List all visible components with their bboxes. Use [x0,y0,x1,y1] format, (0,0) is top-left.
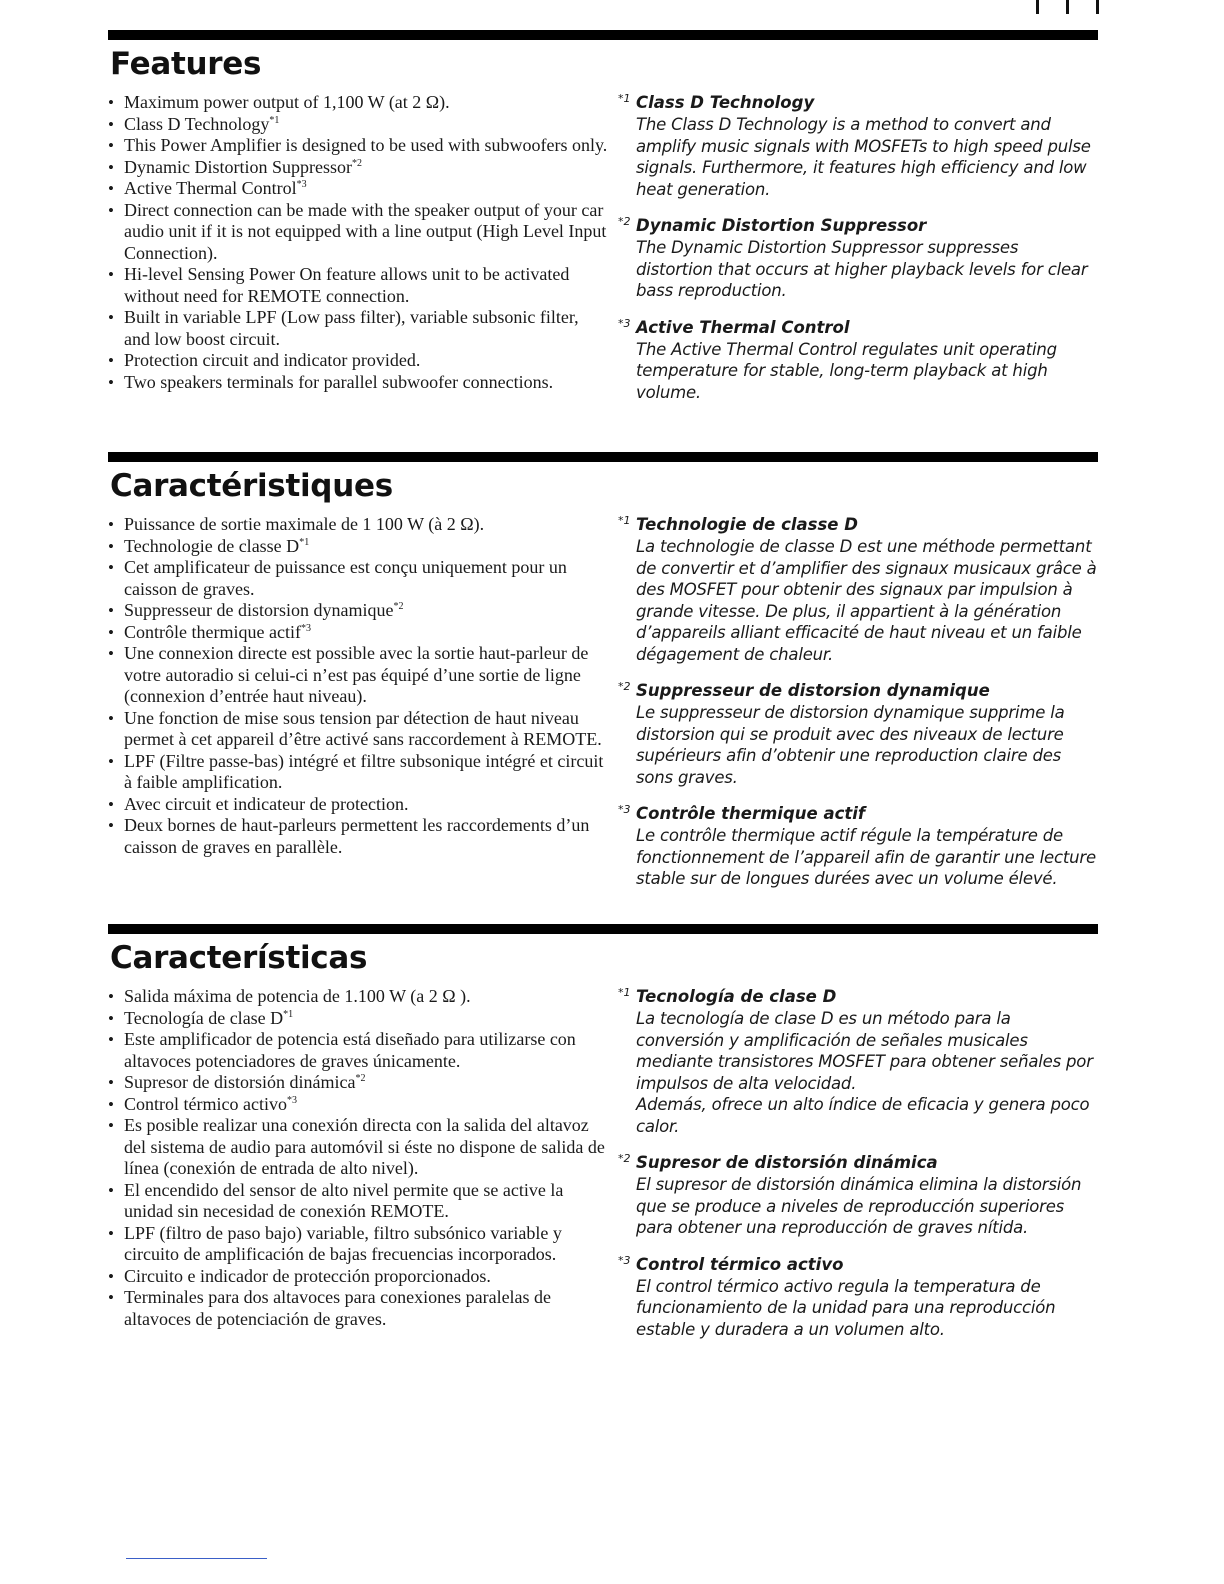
footnote-text: Le suppresseur de distorsion dynamique supprime la distorsion qui se produit avec des niveaux de lecture supérieurs afin d’obtenir une reproduction claire des sons graves. [636,703,1065,787]
footnote [618,514,1098,665]
footnote-title [618,317,1098,339]
feature-text: Two speakers terminals for parallel subwoofer connections. [124,371,554,392]
feature-text: Avec circuit et indicateur de protection. [124,793,409,814]
feature-text: Une connexion directe est possible avec la sortie haut-parleur de votre autoradio si celui-ci n’est pas équipé d’une sortie de ligne (connexion d’entrée haut niveau). [124,643,589,706]
footnotes [618,986,1098,1355]
footnote-title [618,1152,1098,1174]
feature-item [108,1223,608,1266]
footnotes [618,92,1098,418]
footnote-mark: *1 [618,92,631,105]
feature-item [108,751,608,794]
footnote [618,680,1098,788]
feature-text: Built in variable LPF (Low pass filter), variable subsonic filter, and low boost circuit. [124,307,579,349]
feature-item [108,1266,608,1288]
feature-text: Maximum power output of 1,100 W (at 2 Ω). [124,92,450,112]
feature-text: Contrôle thermique actif [124,621,301,642]
feature-item [108,1072,608,1094]
feature-item [108,708,608,751]
feature-item [108,372,608,394]
footnote-text: The Dynamic Distortion Suppressor suppresses distortion that occurs at higher playback levels for clear bass reproduction. [636,238,1088,300]
section-english [108,30,1098,418]
footnote-mark: *1 [618,514,631,527]
footnote [618,92,1098,200]
crop-marks [1030,0,1100,14]
footnote-mark: *2 [618,680,631,693]
feature-text: Tecnología de clase D [124,1007,284,1028]
footnote [618,803,1098,890]
feature-item [108,200,608,265]
feature-item [108,157,608,179]
section-spanish [108,924,1098,1355]
features-list [108,514,608,858]
feature-item [108,815,608,858]
footnote-text: The Class D Technology is a method to convert and amplify music signals with MOSFETs to high speed pulse signals. Furthermore, it features high efficiency and low heat generation. [636,115,1091,199]
footnote-title-text: Class D Technology [636,93,815,112]
footnote-ref: *3 [286,1094,297,1106]
feature-text: Active Thermal Control [124,178,297,198]
footnote-title [618,1254,1098,1276]
footnote-text: Le contrôle thermique actif régule la température de fonctionnement de l’appareil afin de garantir une lecture stable sur de longues durées avec un volume élevé. [636,826,1096,888]
footnote-mark: *3 [618,1253,631,1267]
feature-item [108,1180,608,1223]
footnote-ref: *1 [283,1008,294,1020]
feature-text: Suppresseur de distorsion dynamique [124,600,394,620]
feature-item [108,264,608,307]
section-rule [108,30,1098,40]
footnote [618,986,1098,1137]
footnote [618,215,1098,302]
feature-item [108,622,608,644]
footnote-text: La technologie de classe D est une méthode permettant de convertir et d’amplifier des signaux musicaux grâce à des MOSFET pour obtenir des signaux par impulsion à grande vitesse. De plus, il appartient à la génération d’appareils alliant efficacité de haut niveau et un faible dégagement de chaleur. [636,537,1097,664]
feature-text: Hi-level Sensing Power On feature allows unit to be activated without need for REMOTE connection. [124,264,570,306]
feature-text: This Power Amplifier is designed to be used with subwoofers only. [124,135,608,155]
footnote [618,317,1098,404]
feature-item [108,986,608,1008]
feature-text: Direct connection can be made with the speaker output of your car audio unit if it is not equipped with a line output (High Level Input Connection). [124,199,607,263]
feature-item [108,557,608,600]
footnote-title-text: Dynamic Distortion Suppressor [636,216,927,235]
section-french [108,452,1098,905]
feature-text: Protection circuit and indicator provided. [124,350,421,370]
feature-item [108,1029,608,1072]
footnote-ref: *2 [393,601,404,612]
footnote-title-text: Suppresseur de distorsion dynamique [636,681,990,700]
feature-text: Une fonction de mise sous tension par détection de haut niveau permet à cet appareil d’être activé sans raccordement à REMOTE. [124,707,602,749]
footnote-ref: *3 [300,622,311,634]
feature-text: Puissance de sortie maximale de 1 100 W (à 2 Ω). [124,514,485,534]
footnote-title-text: Tecnología de clase D [636,987,837,1006]
feature-item [108,135,608,157]
footnote-ref: *2 [351,157,362,169]
feature-text: Es posible realizar una conexión directa con la salida del altavoz del sistema de audio para automóvil si éste no dispone de salida de línea (conexión de entrada de alto nivel). [124,1115,605,1178]
section-heading: Características [110,940,368,976]
feature-item [108,92,608,114]
footnote-mark: *2 [618,1152,631,1165]
footnote-title-text: Control térmico activo [636,1254,844,1274]
footnote-title [618,215,1098,237]
footnote-title [618,803,1098,825]
feature-text: Class D Technology [124,113,270,134]
feature-text: Supresor de distorsión dinámica [124,1072,356,1092]
section-rule [108,452,1098,462]
feature-item [108,350,608,372]
feature-item [108,1008,608,1030]
feature-text: Dynamic Distortion Suppressor [124,156,352,177]
footnote-ref: *3 [296,179,307,190]
footnote-text: La tecnología de clase D es un método para la conversión y amplificación de señales musicales mediante transistores MOSFET para obtener señales por impulsos de alta velocidad. Además, ofrece un alto índice de eficacia y genera poco calor. [636,1009,1093,1136]
feature-item [108,1115,608,1180]
feature-item [108,1094,608,1116]
footnote-text: El control térmico activo regula la temperatura de funcionamiento de la unidad para una reproducción estable y duradera a un volumen alto. [636,1276,1056,1339]
footnote-mark: *2 [618,215,631,228]
feature-text: El encendido del sensor de alto nivel permite que se active la unidad sin necesidad de conexión REMOTE. [124,1179,564,1221]
feature-text: LPF (filtro de paso bajo) variable, filtro subsónico variable y circuito de amplificación de bajas frecuencias incorporados. [124,1222,562,1264]
features-list [108,92,608,393]
feature-item [108,514,608,536]
footnote-title-text: Supresor de distorsión dinámica [636,1153,938,1172]
feature-text: LPF (Filtre passe-bas) intégré et filtre subsonique intégré et circuit à faible amplification. [124,750,604,792]
feature-item [108,178,608,200]
footnote [618,1254,1098,1341]
footnote-ref: *2 [355,1073,366,1084]
feature-item [108,1287,608,1330]
feature-item [108,600,608,622]
footnote-mark: *3 [618,803,631,816]
footnote-title [618,514,1098,536]
footnote-text: The Active Thermal Control regulates unit operating temperature for stable, long-term playback at high volume. [636,339,1057,402]
feature-text: Circuito e indicador de protección proporcionados. [124,1265,491,1286]
feature-item [108,794,608,816]
footnotes [618,514,1098,905]
footnote-title [618,680,1098,702]
feature-item [108,114,608,136]
footnote-mark: *3 [618,316,631,330]
footnote [618,1152,1098,1239]
footnote-title-text: Technologie de classe D [636,515,858,534]
feature-item [108,536,608,558]
features-list [108,986,608,1330]
footnote-mark: *1 [618,986,631,999]
footnote-title [618,986,1098,1008]
footnote-text: El supresor de distorsión dinámica elimina la distorsión que se produce a niveles de reproducción superiores para obtener una reproducción de graves nítida. [636,1175,1082,1237]
section-heading: Caractéristiques [110,468,393,504]
feature-text: Technologie de classe D [124,535,300,556]
feature-item [108,307,608,350]
footnote-ref: *1 [299,536,310,548]
feature-item [108,643,608,708]
feature-text: Salida máxima de potencia de 1.100 W (a 2 Ω ). [124,986,471,1006]
footer-rule [126,1558,267,1559]
footnote-ref: *1 [269,114,280,126]
feature-text: Control térmico activo [124,1093,287,1114]
feature-text: Cet amplificateur de puissance est conçu uniquement pour un caisson de graves. [124,557,567,599]
section-heading: Features [110,46,262,82]
feature-text: Terminales para dos altavoces para conexiones paralelas de altavoces de potenciación de graves. [124,1287,552,1329]
footnote-title-text: Active Thermal Control [636,317,850,337]
feature-text: Deux bornes de haut-parleurs permettent les raccordements d’un caisson de graves en parallèle. [124,815,590,857]
feature-text: Este amplificador de potencia está diseñado para utilizarse con altavoces potenciadores de graves únicamente. [124,1029,576,1071]
section-rule [108,924,1098,934]
footnote-title [618,92,1098,114]
footnote-title-text: Contrôle thermique actif [636,804,866,823]
